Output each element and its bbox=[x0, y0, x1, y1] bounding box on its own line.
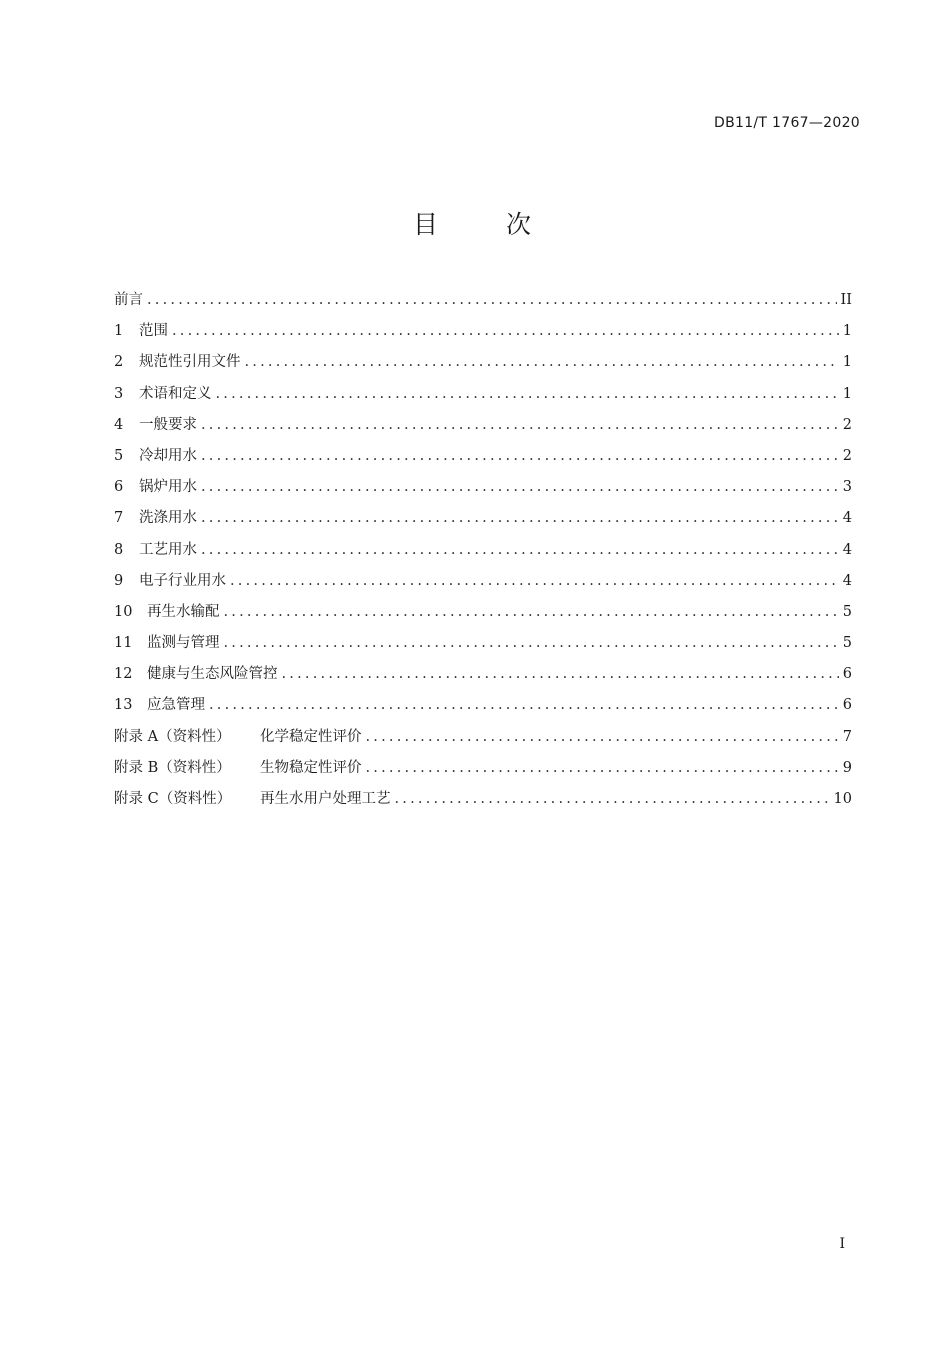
toc-entry[interactable] bbox=[114, 538, 852, 569]
toc-entry-number: 4 bbox=[114, 416, 124, 433]
toc-page-number: 1 bbox=[842, 323, 852, 340]
toc-entry-label: 锅炉用水 bbox=[139, 479, 197, 496]
toc-dot-leader bbox=[230, 573, 839, 589]
toc-entry[interactable] bbox=[114, 413, 852, 444]
toc-appendix-c[interactable] bbox=[114, 787, 852, 818]
toc-appendix-b[interactable] bbox=[114, 756, 852, 787]
toc-entry-label: 术语和定义 bbox=[139, 385, 212, 402]
page-title: 目 次 bbox=[413, 210, 561, 239]
toc-page-number: 7 bbox=[842, 728, 852, 745]
toc-page-number: 9 bbox=[842, 759, 852, 776]
toc-dot-leader bbox=[209, 697, 839, 713]
toc-dot-leader bbox=[224, 604, 839, 620]
toc-page-number: 4 bbox=[842, 572, 852, 589]
toc-entry[interactable] bbox=[114, 350, 852, 381]
toc-entry-number: 10 bbox=[114, 603, 133, 620]
toc-appendix-prefix: 附录 A（资料性） bbox=[114, 728, 231, 745]
toc-page-number: 6 bbox=[842, 697, 852, 714]
toc-entry-label: 规范性引用文件 bbox=[139, 354, 241, 371]
toc-page-number: 1 bbox=[842, 385, 852, 402]
toc-entry[interactable] bbox=[114, 506, 852, 537]
toc-dot-leader bbox=[282, 666, 839, 682]
toc-page-number: 4 bbox=[842, 510, 852, 527]
toc-dot-leader bbox=[224, 635, 839, 651]
toc-entry-number: 3 bbox=[114, 385, 124, 402]
toc-entry[interactable] bbox=[114, 600, 852, 631]
toc-entry-label: 健康与生态风险管控 bbox=[147, 666, 278, 683]
toc-page-number: 6 bbox=[842, 666, 852, 683]
toc-entry-label: 电子行业用水 bbox=[139, 572, 226, 589]
toc-entry-number: 9 bbox=[114, 572, 124, 589]
toc-entry-label: 范围 bbox=[139, 323, 168, 340]
toc-dot-leader bbox=[366, 760, 839, 776]
toc-entry-number: 2 bbox=[114, 354, 124, 371]
toc-dot-leader bbox=[245, 354, 839, 370]
toc-entry[interactable] bbox=[114, 662, 852, 693]
toc-entry-number: 5 bbox=[114, 447, 124, 464]
toc-entry-label: 冷却用水 bbox=[139, 447, 197, 464]
table-of-contents bbox=[114, 288, 852, 818]
toc-entry[interactable] bbox=[114, 569, 852, 600]
toc-dot-leader bbox=[201, 479, 839, 495]
toc-page-number: 1 bbox=[842, 354, 852, 371]
toc-page-number: 10 bbox=[833, 791, 852, 807]
toc-appendix-a[interactable] bbox=[114, 725, 852, 756]
toc-entry-preface[interactable] bbox=[114, 288, 852, 319]
toc-entry-number: 6 bbox=[114, 479, 124, 496]
toc-dot-leader bbox=[216, 386, 839, 402]
toc-entry-label: 再生水输配 bbox=[147, 603, 220, 620]
toc-dot-leader bbox=[366, 729, 839, 745]
toc-dot-leader bbox=[201, 448, 839, 464]
toc-entry-label: 前言 bbox=[114, 292, 143, 308]
toc-page-number: 3 bbox=[842, 479, 852, 496]
toc-entry-label: 一般要求 bbox=[139, 416, 197, 433]
toc-entry-number: 12 bbox=[114, 666, 133, 683]
toc-dot-leader bbox=[395, 791, 830, 807]
toc-page-number: 5 bbox=[842, 603, 852, 620]
toc-entry[interactable] bbox=[114, 444, 852, 475]
toc-appendix-prefix: 附录 B（资料性） bbox=[114, 759, 231, 776]
toc-dot-leader bbox=[201, 542, 839, 558]
toc-dot-leader bbox=[201, 417, 839, 433]
document-code: DB11/T 1767—2020 bbox=[714, 115, 860, 131]
toc-appendix-label: 化学稳定性评价 bbox=[260, 728, 362, 745]
toc-page-number: II bbox=[840, 292, 852, 308]
toc-entry[interactable] bbox=[114, 475, 852, 506]
toc-page-number: 5 bbox=[842, 635, 852, 652]
toc-entry[interactable] bbox=[114, 693, 852, 724]
toc-entry-label: 工艺用水 bbox=[139, 541, 197, 558]
toc-dot-leader bbox=[147, 292, 837, 308]
page-number: I bbox=[839, 1236, 845, 1252]
toc-appendix-prefix: 附录 C（资料性） bbox=[114, 791, 232, 807]
toc-dot-leader bbox=[172, 323, 839, 339]
toc-appendix-label: 生物稳定性评价 bbox=[260, 759, 362, 776]
toc-entry-label: 应急管理 bbox=[147, 697, 205, 714]
toc-page-number: 4 bbox=[842, 541, 852, 558]
toc-entry-label: 监测与管理 bbox=[147, 635, 220, 652]
toc-dot-leader bbox=[201, 510, 839, 526]
toc-entry-number: 7 bbox=[114, 510, 124, 527]
toc-page-number: 2 bbox=[842, 416, 852, 433]
toc-entry-label: 洗涤用水 bbox=[139, 510, 197, 527]
toc-entry-number: 1 bbox=[114, 323, 124, 340]
toc-entry-number: 8 bbox=[114, 541, 124, 558]
toc-entry-number: 13 bbox=[114, 697, 133, 714]
toc-entry[interactable] bbox=[114, 631, 852, 662]
toc-entry[interactable] bbox=[114, 382, 852, 413]
toc-appendix-label: 再生水用户处理工艺 bbox=[260, 791, 391, 807]
toc-page-number: 2 bbox=[842, 447, 852, 464]
toc-entry-number: 11 bbox=[114, 635, 133, 652]
toc-entry[interactable] bbox=[114, 319, 852, 350]
